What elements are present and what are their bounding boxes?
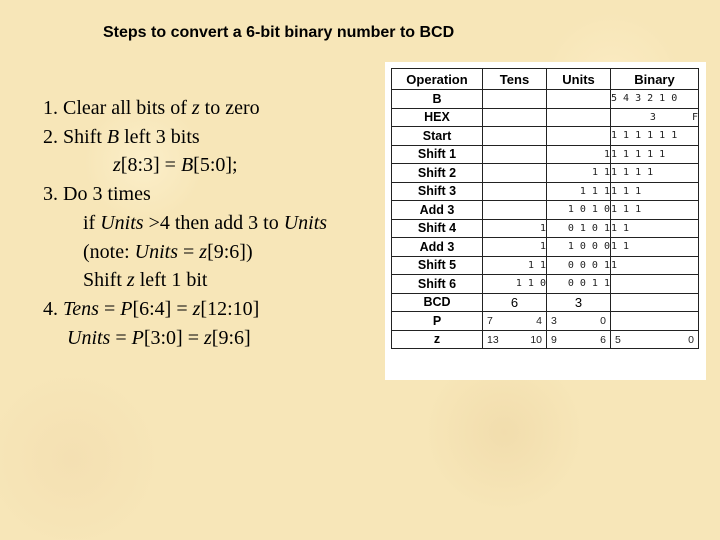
step-text: >4 then add 3 to: [143, 211, 284, 234]
step-text: =: [178, 240, 200, 263]
step-text: [8:3] =: [120, 154, 181, 177]
step-text: left 3 bits: [119, 125, 200, 148]
cell-tens-range: [483, 312, 547, 331]
cell-binary-range: [611, 312, 699, 331]
table-row: [392, 127, 699, 146]
step-variable: z: [204, 326, 212, 349]
cell-binary-range: [611, 330, 699, 349]
step-line: [43, 295, 327, 324]
cell-units: 1 1 1: [547, 182, 611, 201]
cell-tens: 1: [483, 238, 547, 257]
cell-units: [547, 108, 611, 127]
cell-tens: 1 1: [483, 256, 547, 275]
table-row: [392, 256, 699, 275]
cell-tens: [483, 182, 547, 201]
cell-binary: 1 1 1: [611, 182, 699, 201]
cell-units: [547, 127, 611, 146]
binary-lsb-index: 0: [688, 333, 694, 346]
cell-binary: [611, 275, 699, 294]
slide-title: Steps to convert a 6-bit binary number to BCD: [103, 24, 455, 41]
step-line: [43, 123, 327, 152]
step-text: =: [110, 326, 132, 349]
header-tens: Tens: [483, 69, 547, 90]
cell-operation: Shift 1: [392, 145, 483, 164]
step-text: [9:6]): [207, 240, 253, 263]
cell-operation: HEX: [392, 108, 483, 127]
cell-binary: 1 1 1 1 1 1: [611, 127, 699, 146]
step-variable: z: [191, 97, 200, 119]
step-variable: P: [131, 326, 144, 349]
step-line: [43, 151, 327, 180]
step-line: [43, 209, 327, 238]
table-row: [392, 90, 699, 109]
step-text: [12:10]: [200, 297, 260, 320]
step-text: 4.: [43, 297, 63, 320]
cell-tens: 6: [483, 293, 547, 312]
cell-units: 1 0 0 0: [547, 238, 611, 257]
cell-units: 3: [547, 293, 611, 312]
tens-lsb-index: 4: [536, 315, 542, 327]
cell-binary: 1 1 1 1: [611, 164, 699, 183]
step-line: [43, 94, 327, 123]
cell-binary: 1: [611, 256, 699, 275]
step-text: [6:4] =: [132, 297, 193, 320]
cell-units: 1: [547, 145, 611, 164]
bcd-table-panel: [385, 62, 706, 380]
step-variable: Units: [67, 326, 111, 349]
cell-units: 1 0 1 0: [547, 201, 611, 220]
units-msb-index: 3: [551, 315, 557, 327]
step-text: if: [83, 211, 101, 234]
table-row: [392, 182, 699, 201]
cell-units: [547, 90, 611, 109]
step-variable: B: [106, 125, 120, 148]
step-variable: Units: [283, 211, 328, 234]
table-row: [392, 164, 699, 183]
cell-operation: Shift 5: [392, 256, 483, 275]
table-row: [392, 108, 699, 127]
cell-binary: 1 1: [611, 238, 699, 257]
cell-tens: [483, 164, 547, 183]
bcd-conversion-table: [391, 68, 699, 349]
units-lsb-index: 0: [600, 315, 606, 327]
step-line: [43, 266, 327, 295]
units-lsb-index: 6: [600, 333, 606, 346]
header-units: Units: [547, 69, 611, 90]
cell-tens-range: [483, 330, 547, 349]
cell-operation: B: [392, 90, 483, 109]
step-text: Shift: [83, 269, 127, 292]
step-text: [9:6]: [211, 326, 251, 349]
cell-operation: Add 3: [392, 238, 483, 257]
cell-operation: Add 3: [392, 201, 483, 220]
table-row: [392, 201, 699, 220]
table-header-row: [392, 69, 699, 90]
step-variable: Tens: [63, 297, 99, 320]
units-msb-index: 9: [551, 333, 557, 346]
step-variable: z: [199, 240, 208, 263]
cell-binary: 1 1 1 1 1: [611, 145, 699, 164]
cell-units-range: [547, 312, 611, 331]
step-variable: Units: [100, 211, 144, 234]
cell-operation: P: [392, 312, 483, 331]
step-variable: z: [126, 269, 135, 292]
tens-lsb-index: 10: [530, 333, 542, 346]
cell-tens: 1 1 0: [483, 275, 547, 294]
cell-tens: [483, 127, 547, 146]
cell-binary: 1 1 1: [611, 201, 699, 220]
cell-tens: 1: [483, 219, 547, 238]
cell-operation: Start: [392, 127, 483, 146]
step-text: =: [98, 297, 121, 320]
cell-binary: [611, 293, 699, 312]
cell-operation: BCD: [392, 293, 483, 312]
tens-msb-index: 7: [487, 315, 493, 327]
step-line: [43, 238, 327, 267]
step-text: [5:0];: [193, 154, 238, 177]
step-text: 3. Do 3 times: [43, 183, 151, 206]
table-row: [392, 145, 699, 164]
cell-binary: 1 1: [611, 219, 699, 238]
cell-units: 0 0 0 1: [547, 256, 611, 275]
step-variable: P: [120, 297, 133, 320]
step-text: [3:0] =: [143, 326, 204, 349]
header-operation: Operation: [392, 69, 483, 90]
step-text: 2. Shift: [43, 125, 107, 148]
cell-tens: [483, 108, 547, 127]
cell-units: 1 1: [547, 164, 611, 183]
table-row-z: [392, 330, 699, 349]
binary-msb-index: 5: [615, 333, 621, 346]
cell-tens: [483, 145, 547, 164]
step-text: 1. Clear all bits of: [43, 97, 192, 119]
header-binary: Binary: [611, 69, 699, 90]
table-row: [392, 238, 699, 257]
table-row: [392, 219, 699, 238]
cell-binary: 3 F: [611, 108, 699, 127]
table-row-p: [392, 312, 699, 331]
step-text: left 1 bit: [134, 269, 208, 292]
step-line: [43, 180, 327, 209]
step-text: (note:: [83, 240, 135, 263]
cell-operation: Shift 3: [392, 182, 483, 201]
cell-tens: [483, 90, 547, 109]
step-variable: z: [192, 297, 201, 320]
cell-operation: Shift 2: [392, 164, 483, 183]
step-line: [43, 324, 327, 353]
table-row: [392, 275, 699, 294]
table-row: [392, 293, 699, 312]
step-text: to zero: [199, 97, 260, 119]
cell-units: 0 1 0 1: [547, 219, 611, 238]
algorithm-steps: [43, 94, 327, 352]
step-variable: z: [113, 154, 121, 177]
cell-operation: z: [392, 330, 483, 349]
cell-units-range: [547, 330, 611, 349]
tens-msb-index: 13: [487, 333, 499, 346]
cell-operation: Shift 4: [392, 219, 483, 238]
cell-tens: [483, 201, 547, 220]
step-variable: B: [180, 154, 194, 177]
cell-operation: Shift 6: [392, 275, 483, 294]
cell-binary: 5 4 3 2 1 0: [611, 90, 699, 109]
step-variable: Units: [134, 240, 178, 263]
cell-units: 0 0 1 1: [547, 275, 611, 294]
